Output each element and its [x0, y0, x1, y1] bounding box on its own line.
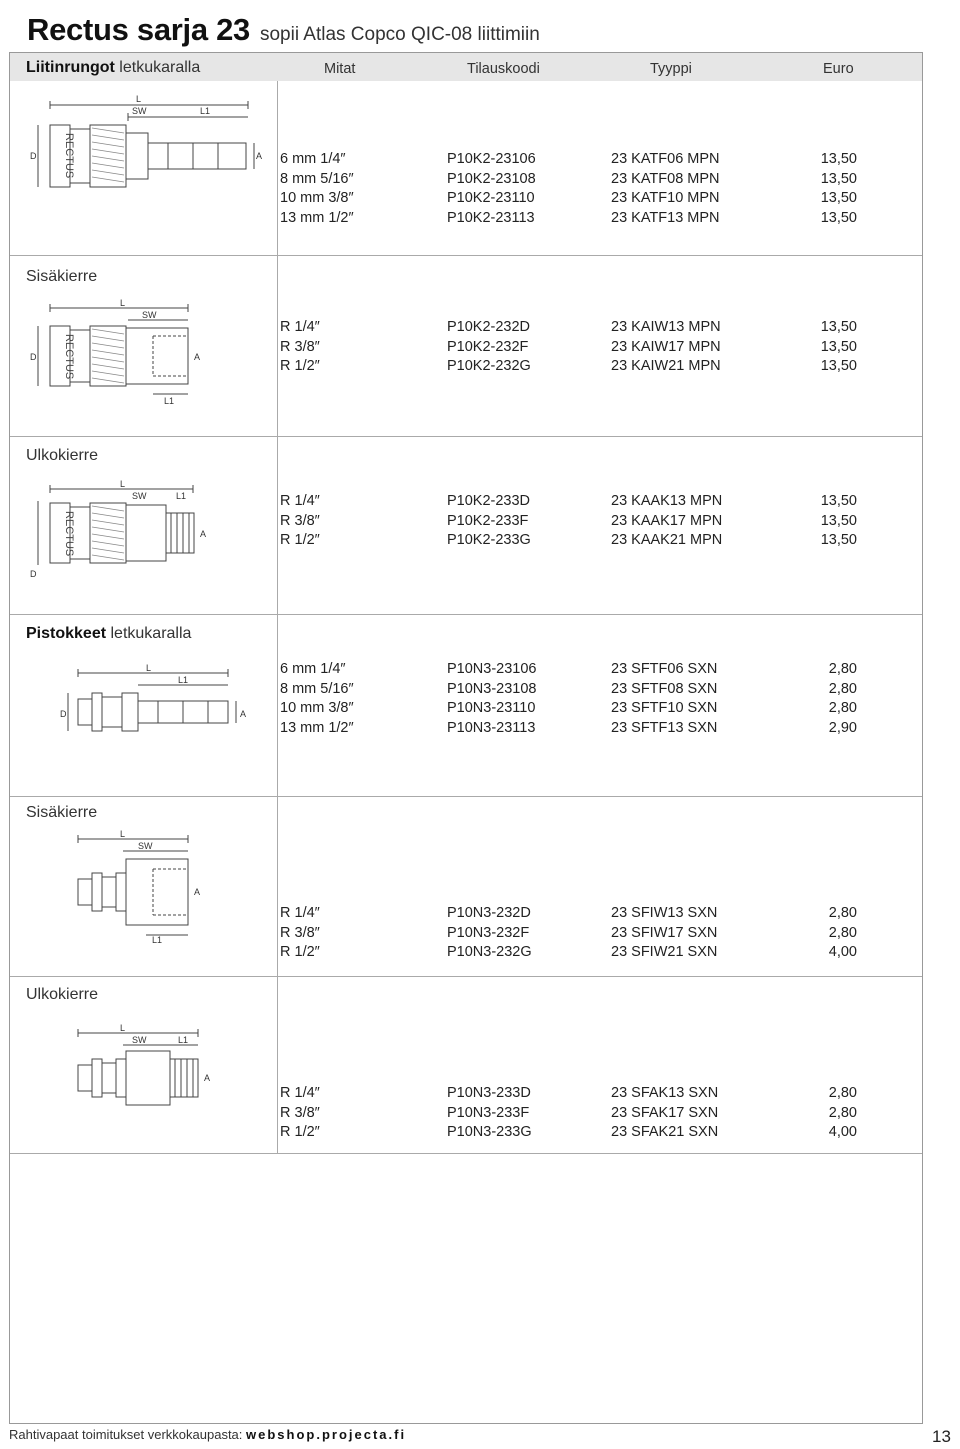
- drawing-label-l: L: [120, 1023, 126, 1033]
- table-row: R 1/2″ P10N3-233G 23 SFAK21 SXN 4,00: [280, 1124, 857, 1140]
- section-label-couplings: Liitinrungot letkukaralla: [26, 59, 201, 76]
- webshop-link[interactable]: webshop.projecta.fi: [246, 1427, 407, 1442]
- footer: [9, 1427, 406, 1442]
- section-coupling-male-thread: [10, 437, 922, 615]
- drawing-label-d: D: [30, 352, 37, 362]
- brand-logo: RECTUS: [63, 511, 75, 557]
- table-row: 10 mm 3/8″ P10K2-23110 23 KATF10 MPN 13,50: [280, 190, 857, 206]
- table-row: 6 mm 1/4″ P10K2-23106 23 KATF06 MPN 13,50: [280, 151, 857, 167]
- drawing-label-l1: L1: [200, 106, 211, 116]
- column-header-dimensions: Mitat: [324, 61, 356, 77]
- drawing-label-sw: SW: [132, 106, 147, 116]
- drawing-label-l: L: [120, 298, 126, 308]
- table-row: 8 mm 5/16″ P10N3-23108 23 SFTF08 SXN 2,80: [280, 680, 857, 697]
- footer-text: Rahtivapaat toimitukset verkkokaupasta:: [9, 1427, 247, 1442]
- page-title: [27, 12, 540, 48]
- table-row: R 1/4″ P10K2-233D 23 KAAK13 MPN 13,50: [280, 493, 857, 509]
- table-row: R 3/8″ P10N3-233F 23 SFAK17 SXN 2,80: [280, 1104, 857, 1121]
- table-row: R 3/8″ P10K2-233F 23 KAAK17 MPN 13,50: [280, 512, 857, 529]
- table-row: R 1/2″ P10K2-232G 23 KAIW21 MPN 13,50: [280, 358, 857, 374]
- page-number: 13: [932, 1427, 951, 1446]
- table-row: 6 mm 1/4″ P10N3-23106 23 SFTF06 SXN 2,80: [280, 661, 857, 677]
- drawing-label-d: D: [30, 569, 37, 579]
- section-label-plugs: Pistokkeet letkukaralla: [26, 625, 192, 642]
- table-row: R 1/4″ P10K2-232D 23 KAIW13 MPN 13,50: [280, 319, 857, 335]
- section-plug-hose-tail: [10, 615, 922, 797]
- table-row: 13 mm 1/2″ P10K2-23113 23 KATF13 MPN 13,50: [280, 209, 857, 226]
- drawing-label-l: L: [146, 663, 152, 673]
- drawing-label-a: A: [256, 151, 263, 161]
- drawing-label-a: A: [194, 352, 201, 362]
- drawing-label-sw: SW: [132, 1035, 147, 1045]
- table-row: 8 mm 5/16″ P10K2-23108 23 KATF08 MPN 13,50: [280, 170, 857, 187]
- drawing-label-l: L: [136, 94, 142, 104]
- section-label: Ulkokierre: [26, 986, 99, 1003]
- drawing-label-a: A: [200, 529, 207, 539]
- section-plug-male-thread: [10, 977, 922, 1154]
- column-header-price: Euro: [823, 61, 854, 77]
- section-label: Sisäkierre: [26, 804, 98, 821]
- drawing-label-l: L: [120, 479, 126, 489]
- table-row: 10 mm 3/8″ P10N3-23110 23 SFTF10 SXN 2,80: [280, 700, 857, 716]
- drawing-label-l1: L1: [178, 675, 189, 685]
- brand-logo: RECTUS: [63, 133, 75, 179]
- section-plug-female-thread: [10, 797, 922, 977]
- drawing-label-a: A: [204, 1073, 211, 1083]
- table-row: R 1/2″ P10K2-233G 23 KAAK21 MPN 13,50: [280, 532, 857, 548]
- section-coupling-female-thread: [10, 256, 922, 437]
- section-label: Sisäkierre: [26, 268, 98, 285]
- product-table: [9, 52, 923, 1424]
- drawing-label-d: D: [30, 151, 37, 161]
- section-label: Ulkokierre: [26, 447, 99, 464]
- table-row: R 1/4″ P10N3-233D 23 SFAK13 SXN 2,80: [280, 1085, 857, 1101]
- drawing-label-a: A: [240, 709, 247, 719]
- column-header-order-code: Tilauskoodi: [467, 61, 540, 77]
- table-row: R 1/4″ P10N3-232D 23 SFIW13 SXN 2,80: [280, 905, 857, 921]
- drawing-label-a: A: [194, 887, 201, 897]
- drawing-label-sw: SW: [142, 310, 157, 320]
- drawing-label-l1: L1: [152, 935, 163, 945]
- table-header-row: [10, 53, 922, 81]
- table-row: R 3/8″ P10N3-232F 23 SFIW17 SXN 2,80: [280, 924, 857, 941]
- drawing-label-sw: SW: [138, 841, 153, 851]
- drawing-label-l1: L1: [178, 1035, 189, 1045]
- drawing-label-l1: L1: [176, 491, 187, 501]
- drawing-label-sw: SW: [132, 491, 147, 501]
- section-coupling-hose-tail: [10, 81, 922, 256]
- table-row: 13 mm 1/2″ P10N3-23113 23 SFTF13 SXN 2,90: [280, 719, 857, 736]
- drawing-label-l1: L1: [164, 396, 175, 406]
- brand-logo: RECTUS: [63, 334, 75, 380]
- table-row: R 3/8″ P10K2-232F 23 KAIW17 MPN 13,50: [280, 338, 857, 355]
- series-subtitle: sopii Atlas Copco QIC-08 liittimiin: [259, 24, 540, 45]
- column-header-type: Tyyppi: [650, 61, 692, 77]
- drawing-label-d: D: [60, 709, 67, 719]
- drawing-label-l: L: [120, 829, 126, 839]
- series-title: Rectus sarja 23: [27, 12, 250, 47]
- table-row: R 1/2″ P10N3-232G 23 SFIW21 SXN 4,00: [280, 944, 857, 960]
